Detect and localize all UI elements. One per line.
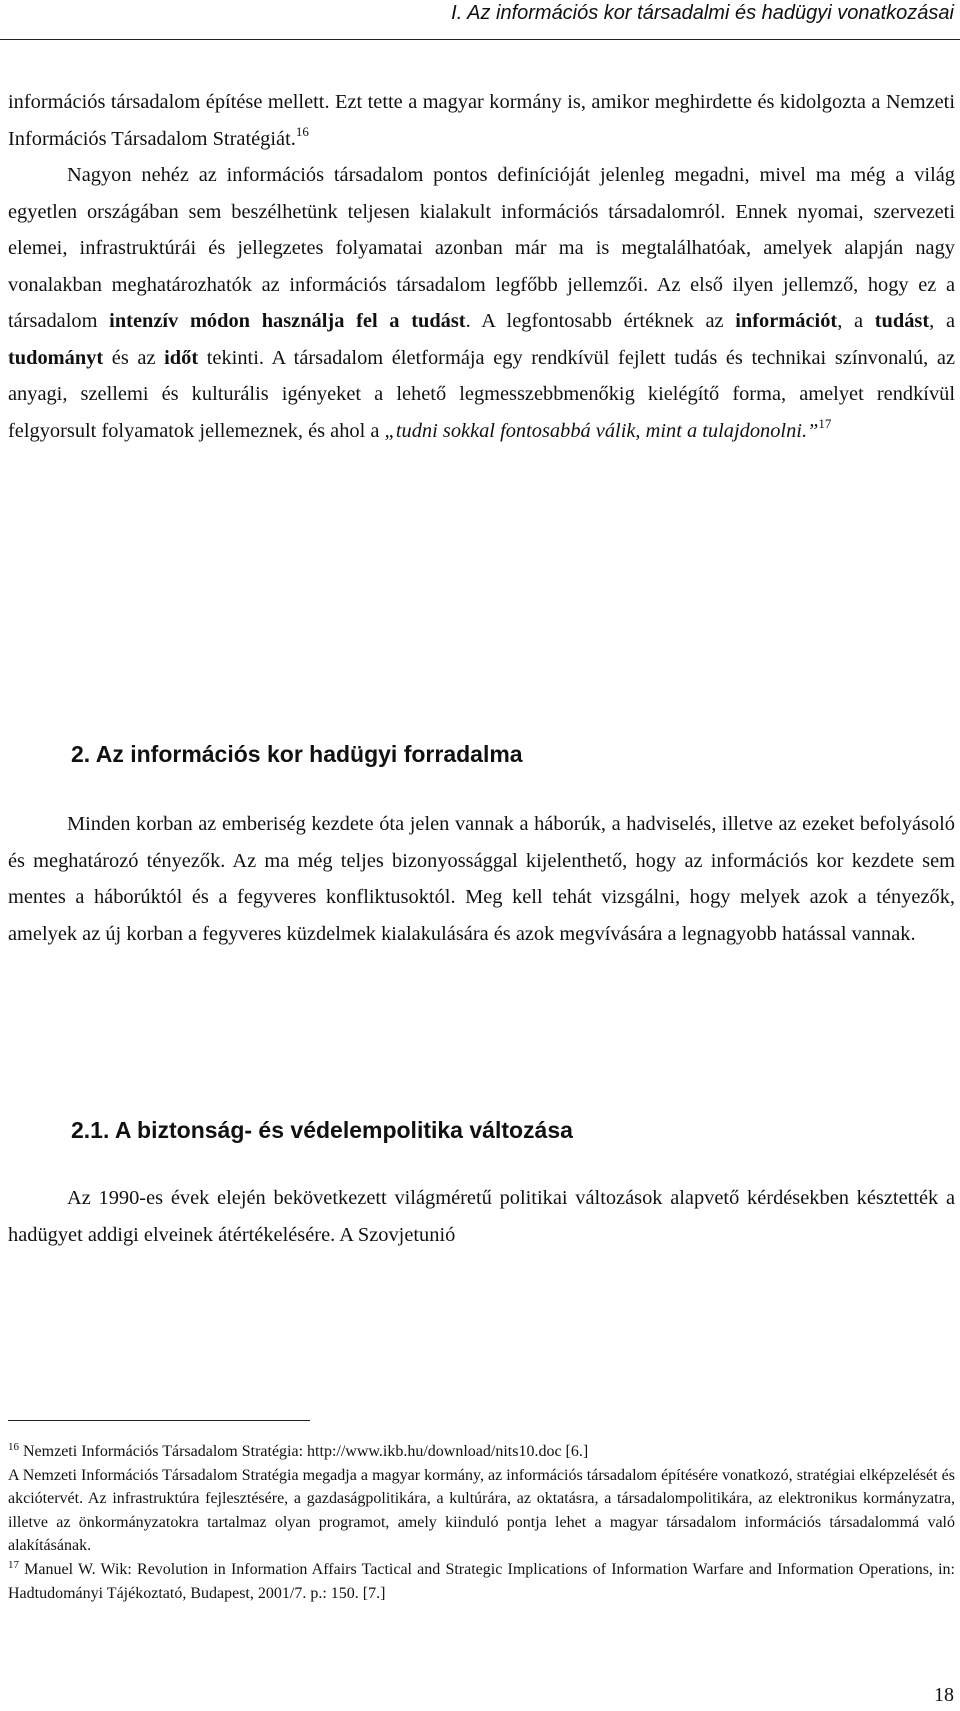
footnote-ref-16: 16 xyxy=(295,123,309,139)
section-heading-2: 2. Az információs kor hadügyi forradalma xyxy=(71,741,523,767)
footnote-16-body: A Nemzeti Információs Társadalom Stratégia megadja a magyar kormány, az információs társadalom építésére vonatkozó, stratégiai elképzelését és akciótervét. Az infrastruktúra fejlesztésére, a gazdaságpolitikára, a kultúrára, az oktatásra, a társadalompolitikára, az elektronikus kormányzatra, illetve az önkormányzatokra tartalmaz olyan programot, amely kiinduló pontja lehet a magyar társadalom információs társadalommá való alakításának. xyxy=(8,1466,955,1555)
p2-bold-5: időt xyxy=(164,346,199,369)
paragraph-1 xyxy=(8,84,955,157)
footnote-divider xyxy=(8,1420,310,1421)
paragraph-2 xyxy=(8,157,955,449)
p2-text-2: . A legfontosabb értéknek az xyxy=(465,310,736,332)
footnotes xyxy=(8,1440,955,1605)
footnote-17-text: Manuel W. Wik: Revolution in Information Affairs Tactical and Strategic Implications of Information Warfare and Information Operations, in: Hadtudományi Tájékoztató, Budapest, 2001/7. p.: 150. [7.] xyxy=(8,1560,955,1602)
header-title: I. Az információs kor társadalmi és hadügyi vonatkozásai xyxy=(451,2,954,24)
p2-text-1: Nagyon nehéz az információs társadalom pontos definícióját jelenleg megadni, mivel ma még a világ egyetlen országában sem beszélhetünk teljesen kialakult információs társadalomról. Ennek nyomai, szervezeti elemei, infrastruktúrái és jellegzetes folyamatai azonban már ma is megtalálhatóak, amelyek alapján nagy vonalakban meghatározhatók az információs társadalom legfőbb jellemzői. Az első ilyen jellemző, hogy ez a társadalom xyxy=(8,164,955,332)
p2-text-6: tekinti. A társadalom életformája egy rendkívül fejlett tudás és technikai színvonalú, az anyagi, szellemi és kulturális igényeket a lehető legmesszebbmenőkig kielégítő forma, amelyet rendkívül felgyorsult folyamatok jellemeznek, és ahol a xyxy=(8,346,955,442)
main-text xyxy=(8,84,955,449)
section-2-1-body xyxy=(8,1180,955,1253)
p2-bold-4: tudományt xyxy=(8,346,104,369)
p2-bold-3: tudást xyxy=(874,310,930,332)
section-2-paragraph: Minden korban az emberiség kezdete óta jelen vannak a háborúk, a hadviselés, illetve az ezeket befolyásoló és meghatározó tényezők. Az ma még teljes bizonyossággal kijelenthető, hogy az információs kor kezdete sem mentes a háborúktól és a fegyveres konfliktusoktól. Meg kell tehát vizsgálni, hogy melyek azok a tényezők, amelyek az új korban a fegyveres küzdelmek kialakulására és azok megvívására a legnagyobb hatással vannak. xyxy=(8,813,955,945)
paragraph-1-text: információs társadalom építése mellett. Ezt tette a magyar kormány is, amikor meghirdette és kidolgozta a Nemzeti Információs Társadalom Stratégiát. xyxy=(8,91,955,150)
footnote-16-number: 16 xyxy=(8,1441,19,1453)
p2-quote: „tudni sokkal fontosabbá válik, mint a tulajdonolni.” xyxy=(384,419,819,442)
page-number: 18 xyxy=(934,1684,954,1706)
section-2-body xyxy=(8,806,955,952)
p2-bold-1: intenzív módon használja fel a tudást xyxy=(109,310,466,332)
footnote-16 xyxy=(8,1440,955,1464)
p2-bold-2: információt xyxy=(735,310,838,332)
running-header xyxy=(0,0,960,48)
footnote-17 xyxy=(8,1558,955,1605)
p2-text-5: és az xyxy=(103,346,165,369)
footnote-16-source: Nemzeti Információs Társadalom Stratégia: http://www.ikb.hu/download/nits10.doc [6.] xyxy=(19,1443,589,1460)
header-divider xyxy=(0,39,960,40)
footnote-ref-17: 17 xyxy=(818,415,832,431)
section-heading-2-1: 2.1. A biztonság- és védelempolitika változása xyxy=(71,1117,573,1143)
p2-text-3: , a xyxy=(837,310,875,332)
p2-text-4: , a xyxy=(929,310,955,332)
footnote-17-number: 17 xyxy=(8,1558,19,1571)
section-2-1-paragraph: Az 1990-es évek elején bekövetkezett világméretű politikai változások alapvető kérdésekben késztették a hadügyet addigi elveinek átértékelésére. A Szovjetunió xyxy=(8,1187,955,1246)
